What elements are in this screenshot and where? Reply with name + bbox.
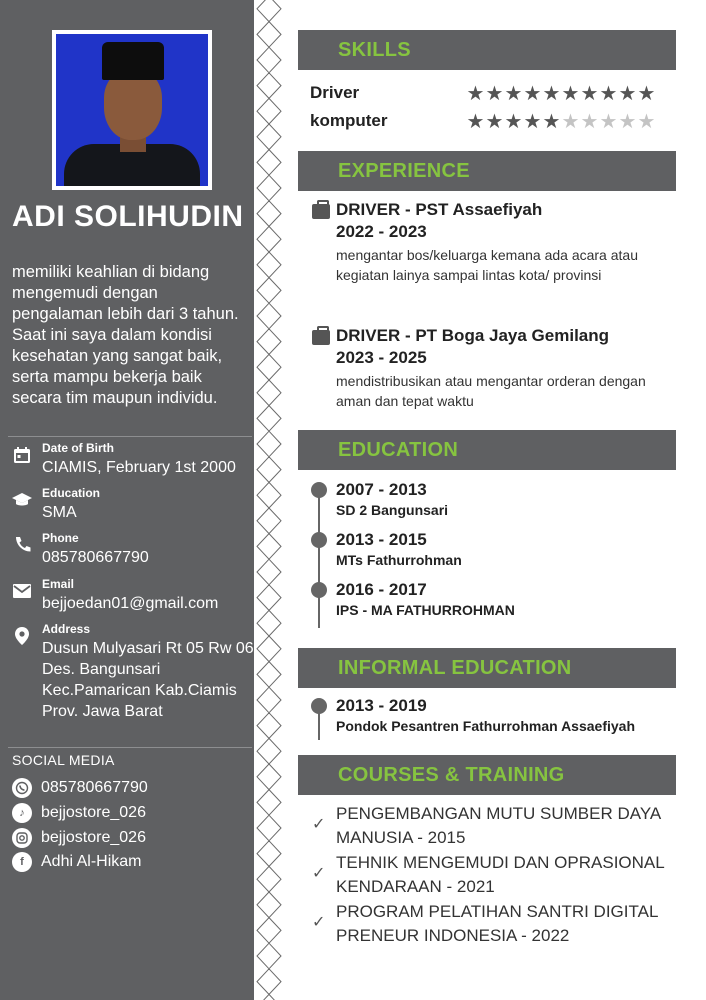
social-instagram (12, 827, 146, 849)
instagram-icon (12, 828, 32, 848)
timeline-dot (311, 482, 327, 498)
mail-icon (12, 581, 32, 601)
social-media-title: SOCIAL MEDIA (12, 752, 115, 768)
experience-description: mengantar bos/keluarga kemana ada acara atau kegiatan lainya sampai lintas kota/ provinsi (336, 247, 638, 283)
info-value: SMA (42, 504, 77, 521)
social-tiktok (12, 802, 146, 824)
info-value: CIAMIS, February 1st 2000 (42, 459, 236, 476)
profile-photo (52, 30, 212, 190)
facebook-icon: f (12, 852, 32, 872)
education-heading: EDUCATION (298, 430, 676, 470)
experience-heading: EXPERIENCE (298, 151, 676, 191)
check-icon: ✓ (312, 914, 326, 931)
star-filled-icon: ★ (466, 111, 485, 133)
education-school: IPS - MA FATHURROHMAN (336, 602, 515, 618)
timeline-dot (311, 532, 327, 548)
education-years: 2007 - 2013 (336, 480, 427, 499)
profile-photo-image (56, 34, 208, 186)
education-years: 2013 - 2015 (336, 530, 427, 549)
education-school: SD 2 Bangunsari (336, 502, 449, 518)
star-filled-icon: ★ (485, 111, 504, 133)
experience-description: mendistribusikan atau mengantar orderan dengan aman dan tepat waktu (336, 373, 646, 409)
phone-icon (12, 535, 32, 555)
courses-heading: COURSES & TRAINING (298, 755, 676, 795)
briefcase-icon (312, 204, 330, 219)
divider (8, 436, 252, 437)
info-label: Email (42, 577, 75, 591)
diamond-chain-path (257, 0, 281, 1000)
star-filled-icon: ★ (504, 83, 523, 105)
info-value: Dusun Mulyasari Rt 05 Rw 06 Des. Bangunsari Kec.Pamarican Kab.Ciamis Prov. Jawa Barat (42, 640, 254, 720)
education-years: 2016 - 2017 (336, 580, 427, 599)
star-filled-icon: ★ (618, 83, 637, 105)
timeline-dot (311, 698, 327, 714)
timeline-line (318, 486, 320, 628)
star-filled-icon: ★ (599, 83, 618, 105)
star-empty-icon: ★ (618, 111, 637, 133)
skill-rating (466, 83, 656, 105)
social-text: bejjostore_026 (41, 804, 146, 821)
social-text: bejjostore_026 (41, 829, 146, 846)
experience-years: 2022 - 2023 (336, 222, 427, 241)
experience-years: 2023 - 2025 (336, 348, 427, 367)
star-filled-icon: ★ (485, 83, 504, 105)
graduation-cap-icon (12, 490, 32, 510)
divider (8, 747, 252, 748)
diamond-chain-border (254, 0, 284, 1000)
star-empty-icon: ★ (580, 111, 599, 133)
star-filled-icon: ★ (580, 83, 599, 105)
skill-row (310, 111, 676, 133)
profile-summary: memiliki keahlian di bidang mengemudi dengan pengalaman lebih dari 3 tahun. Saat ini saya dalam kondisi kesehatan yang sangat baik, serta mampu bekerja baik secara tim maupun individu. (12, 263, 239, 407)
informal-school: Pondok Pesantren Fathurrohman Assaefiyah (336, 718, 635, 734)
info-label: Address (42, 622, 91, 636)
star-filled-icon: ★ (637, 83, 656, 105)
star-filled-icon: ★ (542, 83, 561, 105)
experience-title: DRIVER - PT Boga Jaya Gemilang (336, 326, 610, 345)
check-icon: ✓ (312, 865, 326, 882)
informal-years: 2013 - 2019 (336, 696, 427, 715)
skill-row (310, 83, 676, 105)
star-empty-icon: ★ (599, 111, 618, 133)
course-text: PROGRAM PELATIHAN SANTRI DIGITAL PRENEUR INDONESIA - 2022 (336, 902, 658, 945)
sidebar (0, 0, 254, 1000)
skill-rating (466, 111, 656, 133)
skill-name: Driver (310, 83, 360, 102)
social-whatsapp (12, 777, 148, 799)
star-filled-icon: ★ (561, 83, 580, 105)
star-filled-icon: ★ (523, 111, 542, 133)
timeline-dot (311, 582, 327, 598)
social-facebook (12, 851, 141, 873)
skill-name: komputer (310, 111, 388, 130)
star-filled-icon: ★ (466, 83, 485, 105)
info-label: Phone (42, 531, 79, 545)
calendar-icon (12, 445, 32, 465)
star-filled-icon: ★ (542, 111, 561, 133)
tiktok-icon: ♪ (12, 803, 32, 823)
briefcase-icon (312, 330, 330, 345)
profile-name: ADI SOLIHUDIN (12, 200, 244, 233)
social-text: 085780667790 (41, 779, 148, 796)
check-icon: ✓ (312, 816, 326, 833)
star-empty-icon: ★ (637, 111, 656, 133)
whatsapp-icon (12, 778, 32, 798)
star-filled-icon: ★ (504, 111, 523, 133)
info-value: 085780667790 (42, 549, 149, 566)
info-label: Education (42, 486, 101, 500)
star-empty-icon: ★ (561, 111, 580, 133)
course-text: PENGEMBANGAN MUTU SUMBER DAYA MANUSIA - 2015 (336, 804, 661, 847)
skills-heading: SKILLS (298, 30, 676, 70)
info-value: bejjoedan01@gmail.com (42, 595, 219, 612)
experience-title: DRIVER - PST Assaefiyah (336, 200, 543, 219)
info-label: Date of Birth (42, 441, 114, 455)
education-school: MTs Fathurrohman (336, 552, 462, 568)
star-filled-icon: ★ (523, 83, 542, 105)
course-text: TEHNIK MENGEMUDI DAN OPRASIONAL KENDARAAN - 2021 (336, 853, 665, 896)
informal-education-heading: INFORMAL EDUCATION (298, 648, 676, 688)
social-text: Adhi Al-Hikam (41, 853, 142, 870)
location-pin-icon (12, 626, 32, 646)
